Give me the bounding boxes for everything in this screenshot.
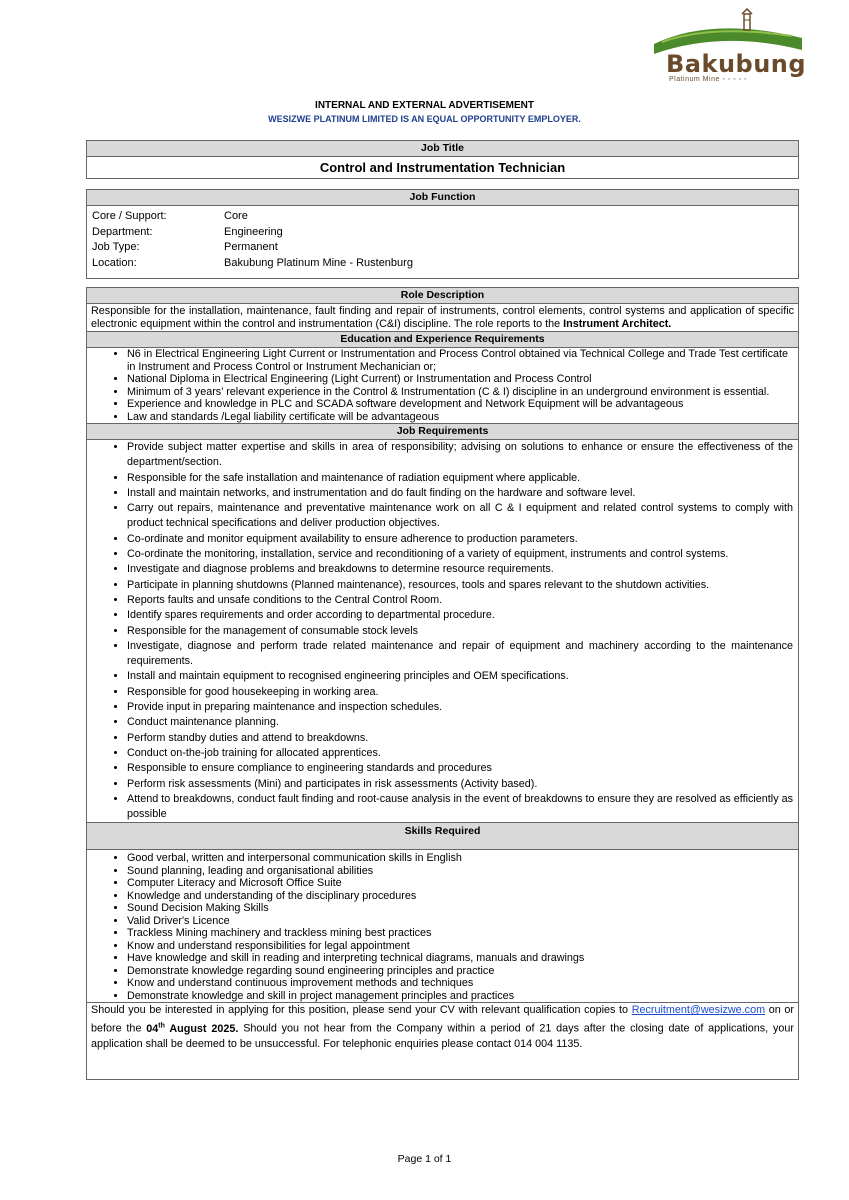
page-number: Page 1 of 1 [397, 1153, 452, 1165]
list-item: • Provide subject matter expertise and skills in area of responsibility; advising on solutions to enhance or ensure the effectiveness of the department/section. [127, 440, 793, 471]
recruitment-email-link[interactable]: Recruitment@wesizwe.com [631, 1004, 766, 1017]
list-item: • Responsible to ensure compliance to engineering standards and procedures [127, 761, 793, 776]
list-item: • Perform risk assessments (Mini) and participates in risk assessments (Activity based). [127, 777, 793, 792]
job-function-label: Job Function [87, 190, 798, 206]
list-item: • Conduct on-the-job training for allocated apprentices. [127, 746, 793, 761]
logo-name: Bakubung [666, 50, 807, 78]
list-item: • Good verbal, written and interpersonal communication skills in English [127, 852, 793, 865]
list-item: • Conduct maintenance planning. [127, 715, 793, 730]
education-list [87, 348, 798, 423]
list-item: • Responsible for good housekeeping in working area. [127, 685, 793, 700]
kv-row: Core / Support: Core [92, 210, 248, 222]
kv-row: Department: Engineering [92, 225, 283, 238]
list-item: • Participate in planning shutdowns (Planned maintenance), resources, tools and spares relevant to the shutdown activities. [127, 578, 793, 593]
list-item: • Co-ordinate the monitoring, installation, service and reconditioning of a variety of equipment, instruments and control systems. [127, 547, 793, 562]
list-item: • Investigate and diagnose problems and breakdowns to determine resource requirements. [127, 562, 793, 577]
job-function-table [87, 206, 798, 271]
role-description-label: Role Description [87, 288, 798, 304]
skills-list [87, 850, 798, 1002]
list-item: • National Diploma in Electrical Engineering (Light Current) or Instrumentation and Process Control [127, 373, 793, 386]
list-item: • N6 in Electrical Engineering Light Current or Instrumentation and Process Control obtained via Technical College and Trade Test certificate in Instrument and Process Control or Instrument Mechanician or; [127, 348, 793, 373]
job-title-value: Control and Instrumentation Technician [319, 160, 566, 175]
job-title-section [86, 140, 799, 179]
list-item: • Know and understand responsibilities for legal appointment [127, 940, 793, 953]
list-item: • Reports faults and unsafe conditions to the Central Control Room. [127, 593, 793, 608]
list-item: • Have knowledge and skill in reading and interpreting technical diagrams, manuals and drawings [127, 952, 793, 965]
education-label: Education and Experience Requirements [87, 331, 798, 348]
list-item: • Attend to breakdowns, conduct fault finding and root-cause analysis in the event of breakdowns to ensure they are resolved as efficiently as possible [127, 792, 793, 823]
list-item: • Demonstrate knowledge regarding sound engineering principles and practice [127, 965, 793, 978]
list-item: • Perform standby duties and attend to breakdowns. [127, 731, 793, 746]
list-item: • Carry out repairs, maintenance and preventative maintenance work on all C & I equipment and related control systems to comply with product technical specifications and deliver production objectives. [127, 501, 793, 532]
list-item: • Sound planning, leading and organisational abilities [127, 865, 793, 878]
list-item: • Responsible for the safe installation and maintenance of radiation equipment where applicable. [127, 471, 793, 486]
kv-row: Location: Bakubung Platinum Mine - Rustenburg [92, 256, 413, 269]
job-title-label: Job Title [87, 141, 798, 157]
list-item: • Install and maintain equipment to recognised engineering principles and OEM specifications. [127, 669, 793, 684]
list-item: • Responsible for the management of consumable stock levels [127, 624, 793, 639]
list-item: • Identify spares requirements and order according to departmental procedure. [127, 608, 793, 623]
list-item: • Trackless Mining machinery and trackless mining best practices [127, 927, 793, 940]
role-description-text: Responsible for the installation, maintenance, fault finding and repair of instruments, control elements, control systems and application of specific electronic equipment within the control and instrumentation (C&I) discipline. The role reports to the Instrument Architect. [91, 305, 794, 330]
list-item: • Co-ordinate and monitor equipment availability to ensure adherence to production parameters. [127, 532, 793, 547]
list-item: • Investigate, diagnose and perform trade related maintenance and repair of equipment and machinery according to the maintenance requirements. [127, 639, 793, 670]
logo-tagline: Platinum Mine ◦ ◦ ◦ ◦ ◦ [669, 76, 747, 83]
job-function-section [86, 189, 799, 279]
main-content-section [86, 287, 799, 1080]
list-item: • Install and maintain networks, and instrumentation and do fault finding on the hardware and software level. [127, 486, 793, 501]
job-requirements-list [87, 440, 798, 822]
list-item: • Law and standards /Legal liability certificate will be advantageous [127, 411, 793, 424]
application-instructions: Should you be interested in applying for this position, please send your CV with relevant qualification copies to Recruitment@wesizwe.com on or before the 04th August 2025. Should you not hear from the Company within a period of 21 days after the closing date of applications, your application shall be deemed to be unsuccessful. For telephonic enquiries please contact 014 004 1135. [87, 1002, 798, 1052]
advert-heading: INTERNAL AND EXTERNAL ADVERTISEMENT [315, 100, 534, 111]
list-item: • Demonstrate knowledge and skill in project management principles and practices [127, 990, 793, 1003]
list-item: • Know and understand continuous improvement methods and techniques [127, 977, 793, 990]
list-item: • Knowledge and understanding of the disciplinary procedures [127, 890, 793, 903]
list-item: • Sound Decision Making Skills [127, 902, 793, 915]
kv-row: Job Type: Permanent [92, 241, 278, 253]
list-item: • Experience and knowledge in PLC and SCADA software development and Network Equipment will be advantageous [127, 398, 793, 411]
list-item: • Minimum of 3 years’ relevant experience in the Control & Instrumentation (C & I) discipline in an underground environment is essential. [127, 386, 793, 399]
job-requirements-label: Job Requirements [87, 423, 798, 440]
list-item: • Provide input in preparing maintenance and inspection schedules. [127, 700, 793, 715]
list-item: • Computer Literacy and Microsoft Office Suite [127, 877, 793, 890]
list-item: • Valid Driver's Licence [127, 915, 793, 928]
skills-label: Skills Required [87, 822, 798, 850]
equal-opportunity-line: WESIZWE PLATINUM LIMITED IS AN EQUAL OPPORTUNITY EMPLOYER. [268, 114, 581, 124]
